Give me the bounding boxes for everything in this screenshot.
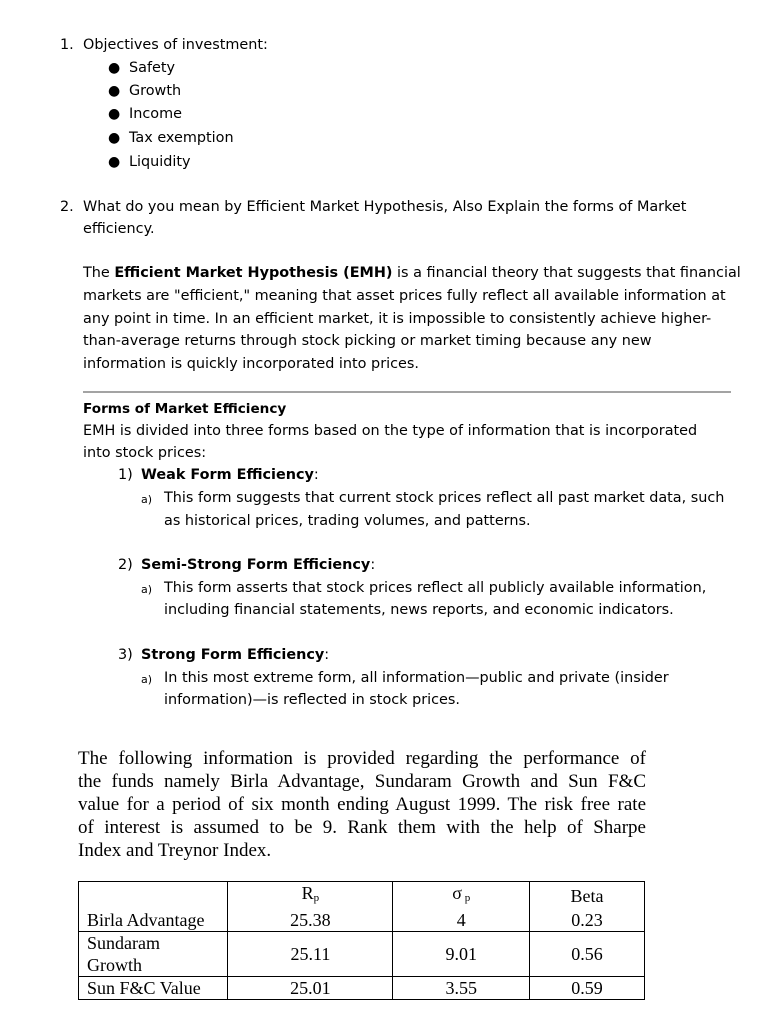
fund-name: Sundaram Growth bbox=[79, 932, 228, 977]
bullet-icon: ● bbox=[108, 106, 121, 122]
form-description-line: This form asserts that stock prices reflect all publicly available information, bbox=[164, 580, 707, 596]
problem-statement bbox=[78, 747, 646, 862]
emh-intro-line: markets are "efficient," meaning that asset prices fully reflect all available information at bbox=[83, 288, 726, 304]
problem-line: Index and Treynor Index. bbox=[78, 840, 272, 861]
form-description-line: In this most extreme form, all information—public and private (insider bbox=[164, 670, 669, 686]
fund-performance-table bbox=[78, 881, 645, 1000]
list-item: Tax exemption bbox=[129, 130, 234, 146]
form-description-line: including financial statements, news reports, and economic indicators. bbox=[164, 602, 674, 618]
sub-label: a) bbox=[141, 493, 153, 506]
header-rp-sub: p bbox=[313, 892, 320, 904]
form-title bbox=[141, 464, 319, 487]
form-title bbox=[141, 554, 375, 577]
list-item: Growth bbox=[129, 83, 182, 99]
form-number: 3) bbox=[118, 647, 133, 663]
header-beta: Beta bbox=[530, 882, 645, 910]
emh-intro-line bbox=[83, 262, 741, 285]
form-colon: : bbox=[324, 647, 330, 663]
form-description-line: information)—is reflected in stock prices. bbox=[164, 692, 460, 708]
fund-name: Birla Advantage bbox=[79, 909, 228, 932]
form-colon: : bbox=[313, 467, 319, 483]
form-name: Weak Form Efficiency bbox=[141, 467, 314, 483]
q1-number: 1. bbox=[60, 37, 74, 53]
beta-value: 0.56 bbox=[530, 932, 645, 977]
emh-intro-line: information is quickly incorporated into prices. bbox=[83, 356, 419, 372]
table-row bbox=[79, 909, 645, 932]
sub-label: a) bbox=[141, 673, 153, 686]
header-sigma bbox=[393, 882, 530, 910]
problem-line: of interest is assumed to be 9. Rank them with the help of Sharpe bbox=[78, 817, 646, 838]
q1-title: Objectives of investment: bbox=[83, 37, 268, 53]
beta-value: 0.23 bbox=[530, 909, 645, 932]
list-item: Liquidity bbox=[129, 154, 191, 170]
header-rp bbox=[228, 882, 393, 910]
problem-line: value for a period of six month ending August 1999. The risk free rate bbox=[78, 794, 646, 815]
emh-intro-rest: is a financial theory that suggests that financial bbox=[392, 265, 741, 281]
fund-name: Sun F&C Value bbox=[79, 977, 228, 1000]
header-cell-empty bbox=[79, 882, 228, 910]
sigma-value: 9.01 bbox=[393, 932, 530, 977]
form-number: 1) bbox=[118, 467, 133, 483]
sub-label: a) bbox=[141, 583, 153, 596]
emh-intro-line: than-average returns through stock picking or market timing because any new bbox=[83, 333, 652, 349]
q2-number: 2. bbox=[60, 199, 74, 215]
form-description-line: as historical prices, trading volumes, and patterns. bbox=[164, 513, 531, 529]
emh-term: Efficient Market Hypothesis (EMH) bbox=[114, 265, 393, 281]
list-item: Income bbox=[129, 106, 182, 122]
bullet-icon: ● bbox=[108, 154, 121, 170]
rp-value: 25.11 bbox=[228, 932, 393, 977]
sigma-value: 3.55 bbox=[393, 977, 530, 1000]
form-description-line: This form suggests that current stock prices reflect all past market data, such bbox=[164, 490, 725, 506]
form-name: Strong Form Efficiency bbox=[141, 647, 325, 663]
rp-value: 25.38 bbox=[228, 909, 393, 932]
beta-value: 0.59 bbox=[530, 977, 645, 1000]
problem-line: The following information is provided regarding the performance of bbox=[78, 748, 646, 769]
header-sigma-sub: p bbox=[461, 892, 471, 904]
bullet-icon: ● bbox=[108, 60, 121, 76]
horizontal-divider bbox=[83, 391, 731, 393]
forms-heading: Forms of Market Efficiency bbox=[83, 401, 287, 417]
header-rp-main: R bbox=[301, 883, 314, 903]
forms-intro-line: into stock prices: bbox=[83, 445, 207, 461]
problem-line: the funds namely Birla Advantage, Sundaram Growth and Sun F&C bbox=[78, 771, 646, 792]
emh-intro-prefix: The bbox=[83, 265, 115, 281]
emh-intro-line: any point in time. In an efficient market, it is impossible to consistently achieve higher- bbox=[83, 311, 712, 327]
form-title bbox=[141, 644, 329, 667]
table-row bbox=[79, 977, 645, 1000]
bullet-icon: ● bbox=[108, 83, 121, 99]
q2-question-line: What do you mean by Efficient Market Hypothesis, Also Explain the forms of Market bbox=[83, 199, 687, 215]
sigma-value: 4 bbox=[393, 909, 530, 932]
rp-value: 25.01 bbox=[228, 977, 393, 1000]
list-item: Safety bbox=[129, 60, 176, 76]
table-row bbox=[79, 932, 645, 977]
table-header-row bbox=[79, 882, 645, 910]
q2-question-line: efficiency. bbox=[83, 221, 155, 237]
bullet-icon: ● bbox=[108, 130, 121, 146]
forms-intro-line: EMH is divided into three forms based on the type of information that is incorporated bbox=[83, 423, 698, 439]
form-name: Semi-Strong Form Efficiency bbox=[141, 557, 371, 573]
form-colon: : bbox=[370, 557, 376, 573]
header-sigma-main: σ bbox=[452, 883, 462, 903]
form-number: 2) bbox=[118, 557, 133, 573]
